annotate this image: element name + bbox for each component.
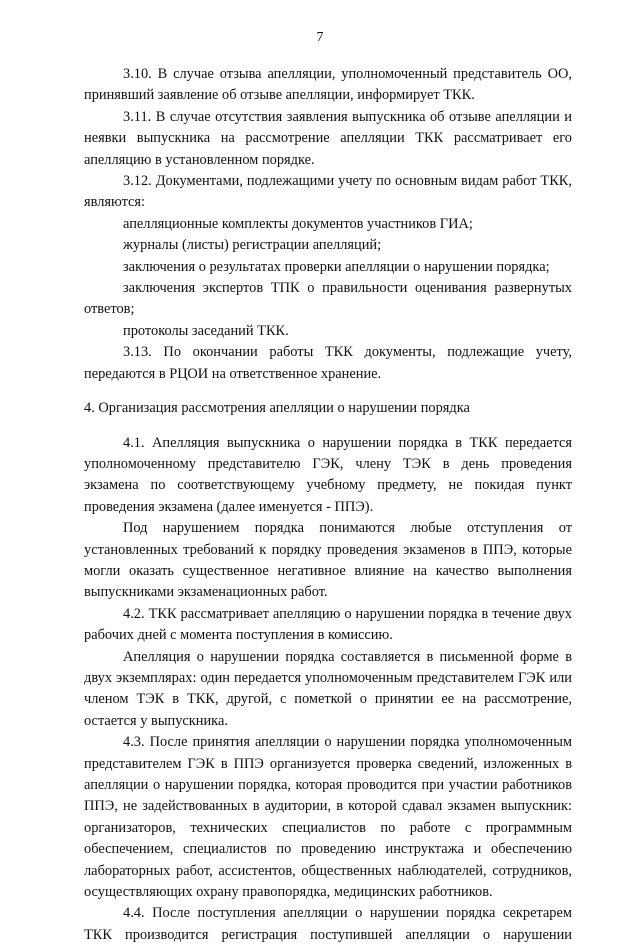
paragraph-3-11: 3.11. В случае отсутствия заявления выпускника об отзыве апелляции и неявки выпускника на рассмотрение апелляции ТКК рассматривает его апелляцию в установленном порядке. (84, 108, 572, 168)
list-item: заключения экспертов ТПК о правильности оценивания развернутых ответов; (84, 280, 572, 318)
paragraph-3-10: 3.10. В случае отзыва апелляции, уполномоченный представитель ОО, принявший заявление об отзыве апелляции, информирует ТКК. (84, 66, 572, 104)
list-item: протоколы заседаний ТКК. (123, 322, 289, 339)
list-item: журналы (листы) регистрации апелляций; (123, 237, 382, 254)
paragraph-4-4: 4.4. После поступления апелляции о нарушении порядка секретарем ТКК производится регистрация поступившей апелляции о нарушении (84, 905, 572, 943)
paragraph-3-12: 3.12. Документами, подлежащими учету по основным видам работ ТКК, являются: (84, 173, 572, 211)
paragraph-4-1: 4.1. Апелляция выпускника о нарушении порядка в ТКК передается уполномоченному представителю ГЭК, члену ТЭК в день проведения экзамена по соответствующему учебному предмету, не покидая пункт проведения экзамена (далее именуется - ППЭ). (84, 434, 572, 515)
page-number: 7 (316, 30, 324, 45)
paragraph-4-3: 4.3. После принятия апелляции о нарушении порядка уполномоченным представителем ГЭК в ППЭ организуется проверка сведений, изложенных в апелляции о нарушении порядка, которая проводится при участии работников ППЭ, не задействованных в аудитории, в которой сдавал экзамен выпускник: организаторов, технических специалистов по работе с программным обеспечением, специалистов по проведению инструктажа и обеспечению лабораторных работ, ассистентов, общественных наблюдателей, сотрудников, осуществляющих охрану правопорядка, медицинских работников. (84, 734, 572, 901)
paragraph-appeal-form: Апелляция о нарушении порядка составляется в письменной форме в двух экземплярах: один передается уполномоченным представителем ГЭК или членом ТЭК в ТКК, другой, с пометкой о принятии ее на рассмотрение, остается у выпускника. (84, 648, 572, 729)
paragraph-violation-definition: Под нарушением порядка понимаются любые отступления от установленных требований к порядку проведения экзаменов в ППЭ, которые могли оказать существенное негативное влияние на качество выполнения выпускниками экзаменационных работ. (84, 520, 572, 601)
list-item: заключения о результатах проверки апелляции о нарушении порядка; (123, 258, 550, 275)
section-heading-4: 4. Организация рассмотрения апелляции о нарушении порядка (84, 400, 470, 417)
list-item: апелляционные комплекты документов участников ГИА; (123, 215, 473, 232)
paragraph-3-13: 3.13. По окончании работы ТКК документы, подлежащие учету, передаются в РЦОИ на ответственное хранение. (84, 344, 572, 382)
paragraph-4-2: 4.2. ТКК рассматривает апелляцию о нарушении порядка в течение двух рабочих дней с момента поступления в комиссию. (84, 605, 572, 644)
document-body (84, 64, 572, 946)
